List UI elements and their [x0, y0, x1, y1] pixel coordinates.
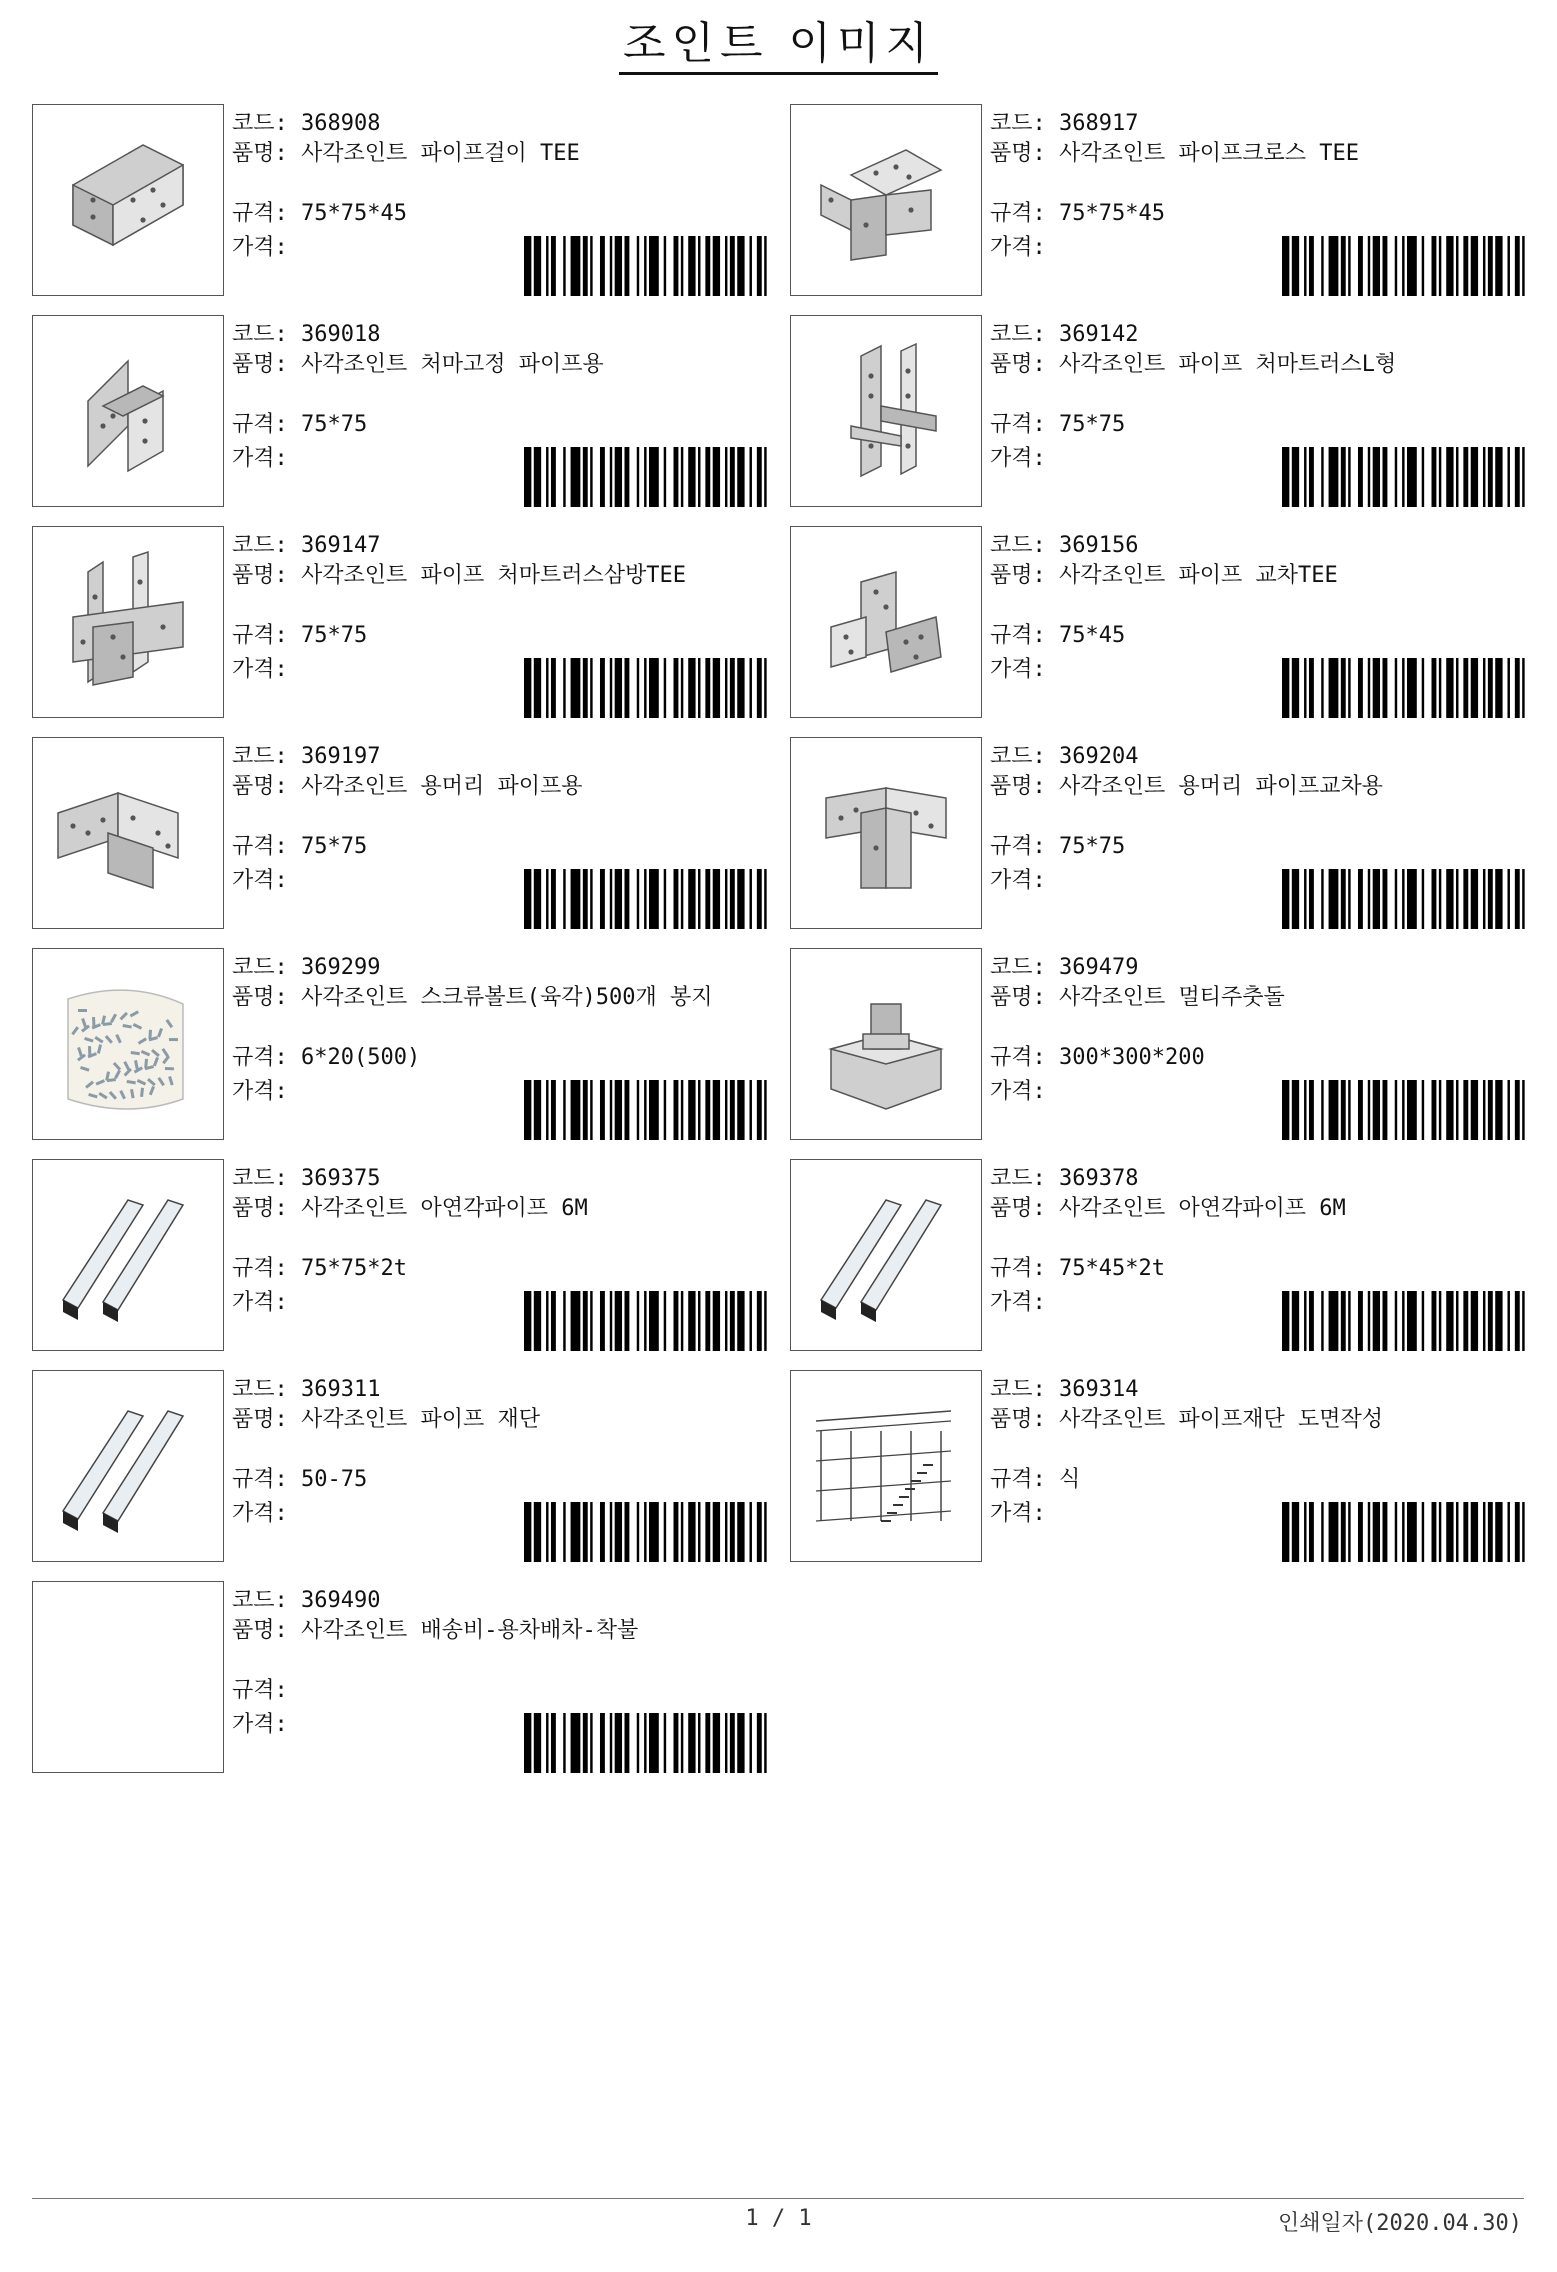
code-label: 코드:	[232, 111, 301, 136]
spec-value: 75*75	[1059, 834, 1126, 859]
price-label: 가격:	[232, 657, 288, 682]
code-line	[990, 954, 1138, 982]
spec-line	[232, 1677, 288, 1705]
spec-value: 75*75	[1059, 412, 1126, 437]
price-label: 가격:	[232, 1079, 288, 1104]
price-label: 가격:	[990, 235, 1046, 260]
code-value: 369299	[301, 955, 381, 980]
name-value: 사각조인트 처마고정 파이프용	[301, 352, 604, 377]
price-line	[990, 1500, 1046, 1528]
name-label: 품명:	[232, 563, 301, 588]
code-value: 368908	[301, 111, 381, 136]
spec-value: 75*75	[301, 412, 368, 437]
code-value: 369197	[301, 744, 381, 769]
price-label: 가격:	[990, 868, 1046, 893]
name-label: 품명:	[990, 1196, 1059, 1221]
bracket-tee-icon	[33, 105, 223, 295]
code-label: 코드:	[990, 533, 1059, 558]
empty-thumbnail	[33, 1582, 223, 1772]
spec-value: 75*75*2t	[301, 1256, 407, 1281]
name-label: 품명:	[990, 352, 1059, 377]
name-line	[232, 1195, 771, 1223]
price-label: 가격:	[232, 235, 288, 260]
product-card	[790, 737, 1550, 931]
product-thumbnail	[790, 737, 982, 929]
code-value: 369375	[301, 1166, 381, 1191]
code-line	[990, 1376, 1138, 1404]
code-label: 코드:	[232, 1377, 301, 1402]
price-line	[232, 1078, 288, 1106]
name-label: 품명:	[232, 352, 301, 377]
product-card	[32, 737, 792, 931]
screw-bag-icon	[33, 949, 223, 1139]
spec-label: 규격:	[990, 1467, 1059, 1492]
code-line	[232, 1587, 380, 1615]
spec-label: 규격:	[990, 1256, 1059, 1281]
spec-value: 6*20(500)	[301, 1045, 421, 1070]
name-line	[232, 984, 771, 1012]
name-label: 품명:	[990, 774, 1059, 799]
barcode	[524, 447, 774, 507]
price-line	[990, 867, 1046, 895]
price-label: 가격:	[232, 1712, 288, 1737]
bracket-cross-icon	[791, 105, 981, 295]
square-pipe-icon	[33, 1371, 223, 1561]
barcode	[524, 1502, 774, 1562]
name-line	[232, 1617, 771, 1645]
price-line	[990, 234, 1046, 262]
product-card	[32, 1370, 792, 1564]
price-line	[232, 445, 288, 473]
eave-fixing-bracket-icon	[33, 316, 223, 506]
name-value: 사각조인트 파이프 교차TEE	[1059, 563, 1338, 588]
product-thumbnail	[32, 1581, 224, 1773]
code-label: 코드:	[232, 1588, 301, 1613]
price-label: 가격:	[232, 1501, 288, 1526]
spec-value: 식	[1059, 1467, 1081, 1492]
spec-line	[990, 1466, 1080, 1494]
code-value: 369018	[301, 322, 381, 347]
barcode	[1282, 1502, 1532, 1562]
name-label: 품명:	[990, 141, 1059, 166]
name-label: 품명:	[232, 1407, 301, 1432]
barcode	[1282, 236, 1532, 296]
code-value: 369147	[301, 533, 381, 558]
spec-line	[232, 833, 367, 861]
name-line	[990, 773, 1529, 801]
barcode	[524, 658, 774, 718]
price-line	[232, 867, 288, 895]
code-value: 369311	[301, 1377, 381, 1402]
price-label: 가격:	[232, 1290, 288, 1315]
name-line	[232, 773, 771, 801]
name-line	[990, 140, 1529, 168]
spec-line	[990, 1044, 1205, 1072]
name-line	[990, 351, 1529, 379]
code-line	[990, 743, 1138, 771]
name-value: 사각조인트 용머리 파이프용	[301, 774, 583, 799]
barcode	[1282, 869, 1532, 929]
product-card	[790, 526, 1550, 720]
spec-line	[990, 622, 1125, 650]
barcode	[1282, 1291, 1532, 1351]
barcode	[524, 1080, 774, 1140]
spec-label: 규격:	[232, 412, 301, 437]
spec-line	[990, 1255, 1165, 1283]
name-value: 사각조인트 멀티주춧돌	[1059, 985, 1285, 1010]
price-line	[990, 1289, 1046, 1317]
price-label: 가격:	[990, 1290, 1046, 1315]
ridge-bracket-icon	[33, 738, 223, 928]
spec-value: 75*45	[1059, 623, 1126, 648]
code-line	[232, 1376, 380, 1404]
spec-value: 75*75	[301, 623, 368, 648]
name-label: 품명:	[232, 985, 301, 1010]
product-thumbnail	[790, 1159, 982, 1351]
square-pipe-icon	[33, 1160, 223, 1350]
spec-label: 규격:	[990, 1045, 1059, 1070]
spec-value: 75*75*45	[1059, 201, 1165, 226]
product-thumbnail	[32, 315, 224, 507]
name-value: 사각조인트 스크류볼트(육각)500개 봉지	[301, 985, 713, 1010]
name-value: 사각조인트 파이프 처마트러스L형	[1059, 352, 1397, 377]
name-label: 품명:	[990, 1407, 1059, 1432]
barcode	[524, 1713, 774, 1773]
price-line	[232, 656, 288, 684]
code-value: 369142	[1059, 322, 1139, 347]
spec-line	[990, 833, 1125, 861]
spec-label: 규격:	[232, 1256, 301, 1281]
product-card	[32, 1581, 792, 1775]
product-thumbnail	[790, 315, 982, 507]
price-line	[232, 1500, 288, 1528]
code-label: 코드:	[232, 1166, 301, 1191]
code-label: 코드:	[990, 1377, 1059, 1402]
code-value: 369314	[1059, 1377, 1139, 1402]
code-label: 코드:	[990, 744, 1059, 769]
spec-value: 75*75*45	[301, 201, 407, 226]
cross-tee-bracket-icon	[791, 527, 981, 717]
code-value: 369479	[1059, 955, 1139, 980]
ridge-cross-bracket-icon	[791, 738, 981, 928]
square-pipe-icon	[791, 1160, 981, 1350]
code-value: 369378	[1059, 1166, 1139, 1191]
spec-line	[232, 200, 407, 228]
price-label: 가격:	[990, 1079, 1046, 1104]
spec-label: 규격:	[232, 1678, 288, 1703]
code-line	[232, 110, 380, 138]
product-thumbnail	[790, 948, 982, 1140]
code-line	[232, 1165, 380, 1193]
price-line	[232, 1711, 288, 1739]
code-value: 369156	[1059, 533, 1139, 558]
name-value: 사각조인트 파이프재단 도면작성	[1059, 1407, 1384, 1432]
print-date: 인쇄일자(2020.04.30)	[1278, 2211, 1522, 2236]
spec-line	[232, 1044, 420, 1072]
name-line	[232, 562, 771, 590]
name-label: 품명:	[232, 141, 301, 166]
footer-divider	[32, 2198, 1524, 2199]
name-label: 품명:	[990, 563, 1059, 588]
name-line	[232, 140, 771, 168]
code-line	[990, 532, 1138, 560]
spec-label: 규격:	[990, 412, 1059, 437]
name-line	[990, 1195, 1529, 1223]
spec-label: 규격:	[990, 623, 1059, 648]
name-value: 사각조인트 아연각파이프 6M	[301, 1196, 588, 1221]
name-line	[232, 1406, 771, 1434]
spec-label: 규격:	[232, 623, 301, 648]
spec-label: 규격:	[232, 1467, 301, 1492]
code-line	[990, 110, 1138, 138]
name-value: 사각조인트 파이프 처마트러스삼방TEE	[301, 563, 687, 588]
three-way-tee-bracket-icon	[33, 527, 223, 717]
code-label: 코드:	[990, 322, 1059, 347]
name-label: 품명:	[232, 1618, 301, 1643]
name-value: 사각조인트 파이프 재단	[301, 1407, 541, 1432]
spec-label: 규격:	[990, 201, 1059, 226]
product-card	[32, 104, 792, 298]
product-card	[790, 1159, 1550, 1353]
barcode	[1282, 447, 1532, 507]
name-value: 사각조인트 배송비-용차배차-착불	[301, 1618, 639, 1643]
code-label: 코드:	[232, 322, 301, 347]
product-thumbnail	[790, 526, 982, 718]
product-card	[32, 1159, 792, 1353]
page-title: 조인트 이미지	[0, 18, 1557, 75]
product-card	[790, 948, 1550, 1142]
product-thumbnail	[32, 1370, 224, 1562]
product-thumbnail	[32, 737, 224, 929]
product-thumbnail	[32, 104, 224, 296]
spec-label: 규격:	[232, 1045, 301, 1070]
product-card	[32, 948, 792, 1142]
price-label: 가격:	[990, 1501, 1046, 1526]
spec-value: 75*75	[301, 834, 368, 859]
price-line	[990, 656, 1046, 684]
spec-value: 300*300*200	[1059, 1045, 1205, 1070]
spec-line	[232, 411, 367, 439]
barcode	[524, 869, 774, 929]
price-line	[232, 1289, 288, 1317]
price-label: 가격:	[990, 657, 1046, 682]
name-line	[990, 1406, 1529, 1434]
barcode	[1282, 1080, 1532, 1140]
product-card	[790, 1370, 1550, 1564]
product-thumbnail	[32, 948, 224, 1140]
spec-label: 규격:	[232, 201, 301, 226]
code-value: 369204	[1059, 744, 1139, 769]
name-line	[990, 562, 1529, 590]
price-line	[990, 1078, 1046, 1106]
eave-truss-l-bracket-icon	[791, 316, 981, 506]
code-label: 코드:	[990, 955, 1059, 980]
code-line	[232, 532, 380, 560]
product-card	[790, 104, 1550, 298]
spec-line	[232, 1466, 367, 1494]
code-value: 368917	[1059, 111, 1139, 136]
code-line	[990, 1165, 1138, 1193]
product-thumbnail	[790, 1370, 982, 1562]
code-line	[990, 321, 1138, 349]
name-value: 사각조인트 파이프걸이 TEE	[301, 141, 580, 166]
spec-label: 규격:	[990, 834, 1059, 859]
price-line	[232, 234, 288, 262]
name-value: 사각조인트 용머리 파이프교차용	[1059, 774, 1384, 799]
name-value: 사각조인트 아연각파이프 6M	[1059, 1196, 1346, 1221]
barcode	[1282, 658, 1532, 718]
code-label: 코드:	[232, 744, 301, 769]
name-value: 사각조인트 파이프크로스 TEE	[1059, 141, 1359, 166]
barcode	[524, 1291, 774, 1351]
code-line	[232, 743, 380, 771]
name-line	[990, 984, 1529, 1012]
foundation-block-icon	[791, 949, 981, 1139]
spec-line	[232, 622, 367, 650]
name-label: 품명:	[990, 985, 1059, 1010]
product-thumbnail	[790, 104, 982, 296]
code-label: 코드:	[990, 1166, 1059, 1191]
spec-line	[990, 200, 1165, 228]
product-thumbnail	[32, 526, 224, 718]
code-value: 369490	[301, 1588, 381, 1613]
code-label: 코드:	[232, 533, 301, 558]
spec-label: 규격:	[232, 834, 301, 859]
spec-value: 50-75	[301, 1467, 368, 1492]
barcode	[524, 236, 774, 296]
product-card	[32, 315, 792, 509]
page-number: 1 / 1	[745, 2206, 812, 2231]
name-label: 품명:	[232, 774, 301, 799]
product-card	[790, 315, 1550, 509]
frame-structure-drawing-icon	[791, 1371, 981, 1561]
name-label: 품명:	[232, 1196, 301, 1221]
code-label: 코드:	[232, 955, 301, 980]
spec-line	[990, 411, 1125, 439]
product-thumbnail	[32, 1159, 224, 1351]
price-line	[990, 445, 1046, 473]
code-line	[232, 954, 380, 982]
name-line	[232, 351, 771, 379]
spec-value: 75*45*2t	[1059, 1256, 1165, 1281]
spec-line	[232, 1255, 407, 1283]
price-label: 가격:	[232, 868, 288, 893]
code-line	[232, 321, 380, 349]
product-card	[32, 526, 792, 720]
code-label: 코드:	[990, 111, 1059, 136]
price-label: 가격:	[232, 446, 288, 471]
price-label: 가격:	[990, 446, 1046, 471]
